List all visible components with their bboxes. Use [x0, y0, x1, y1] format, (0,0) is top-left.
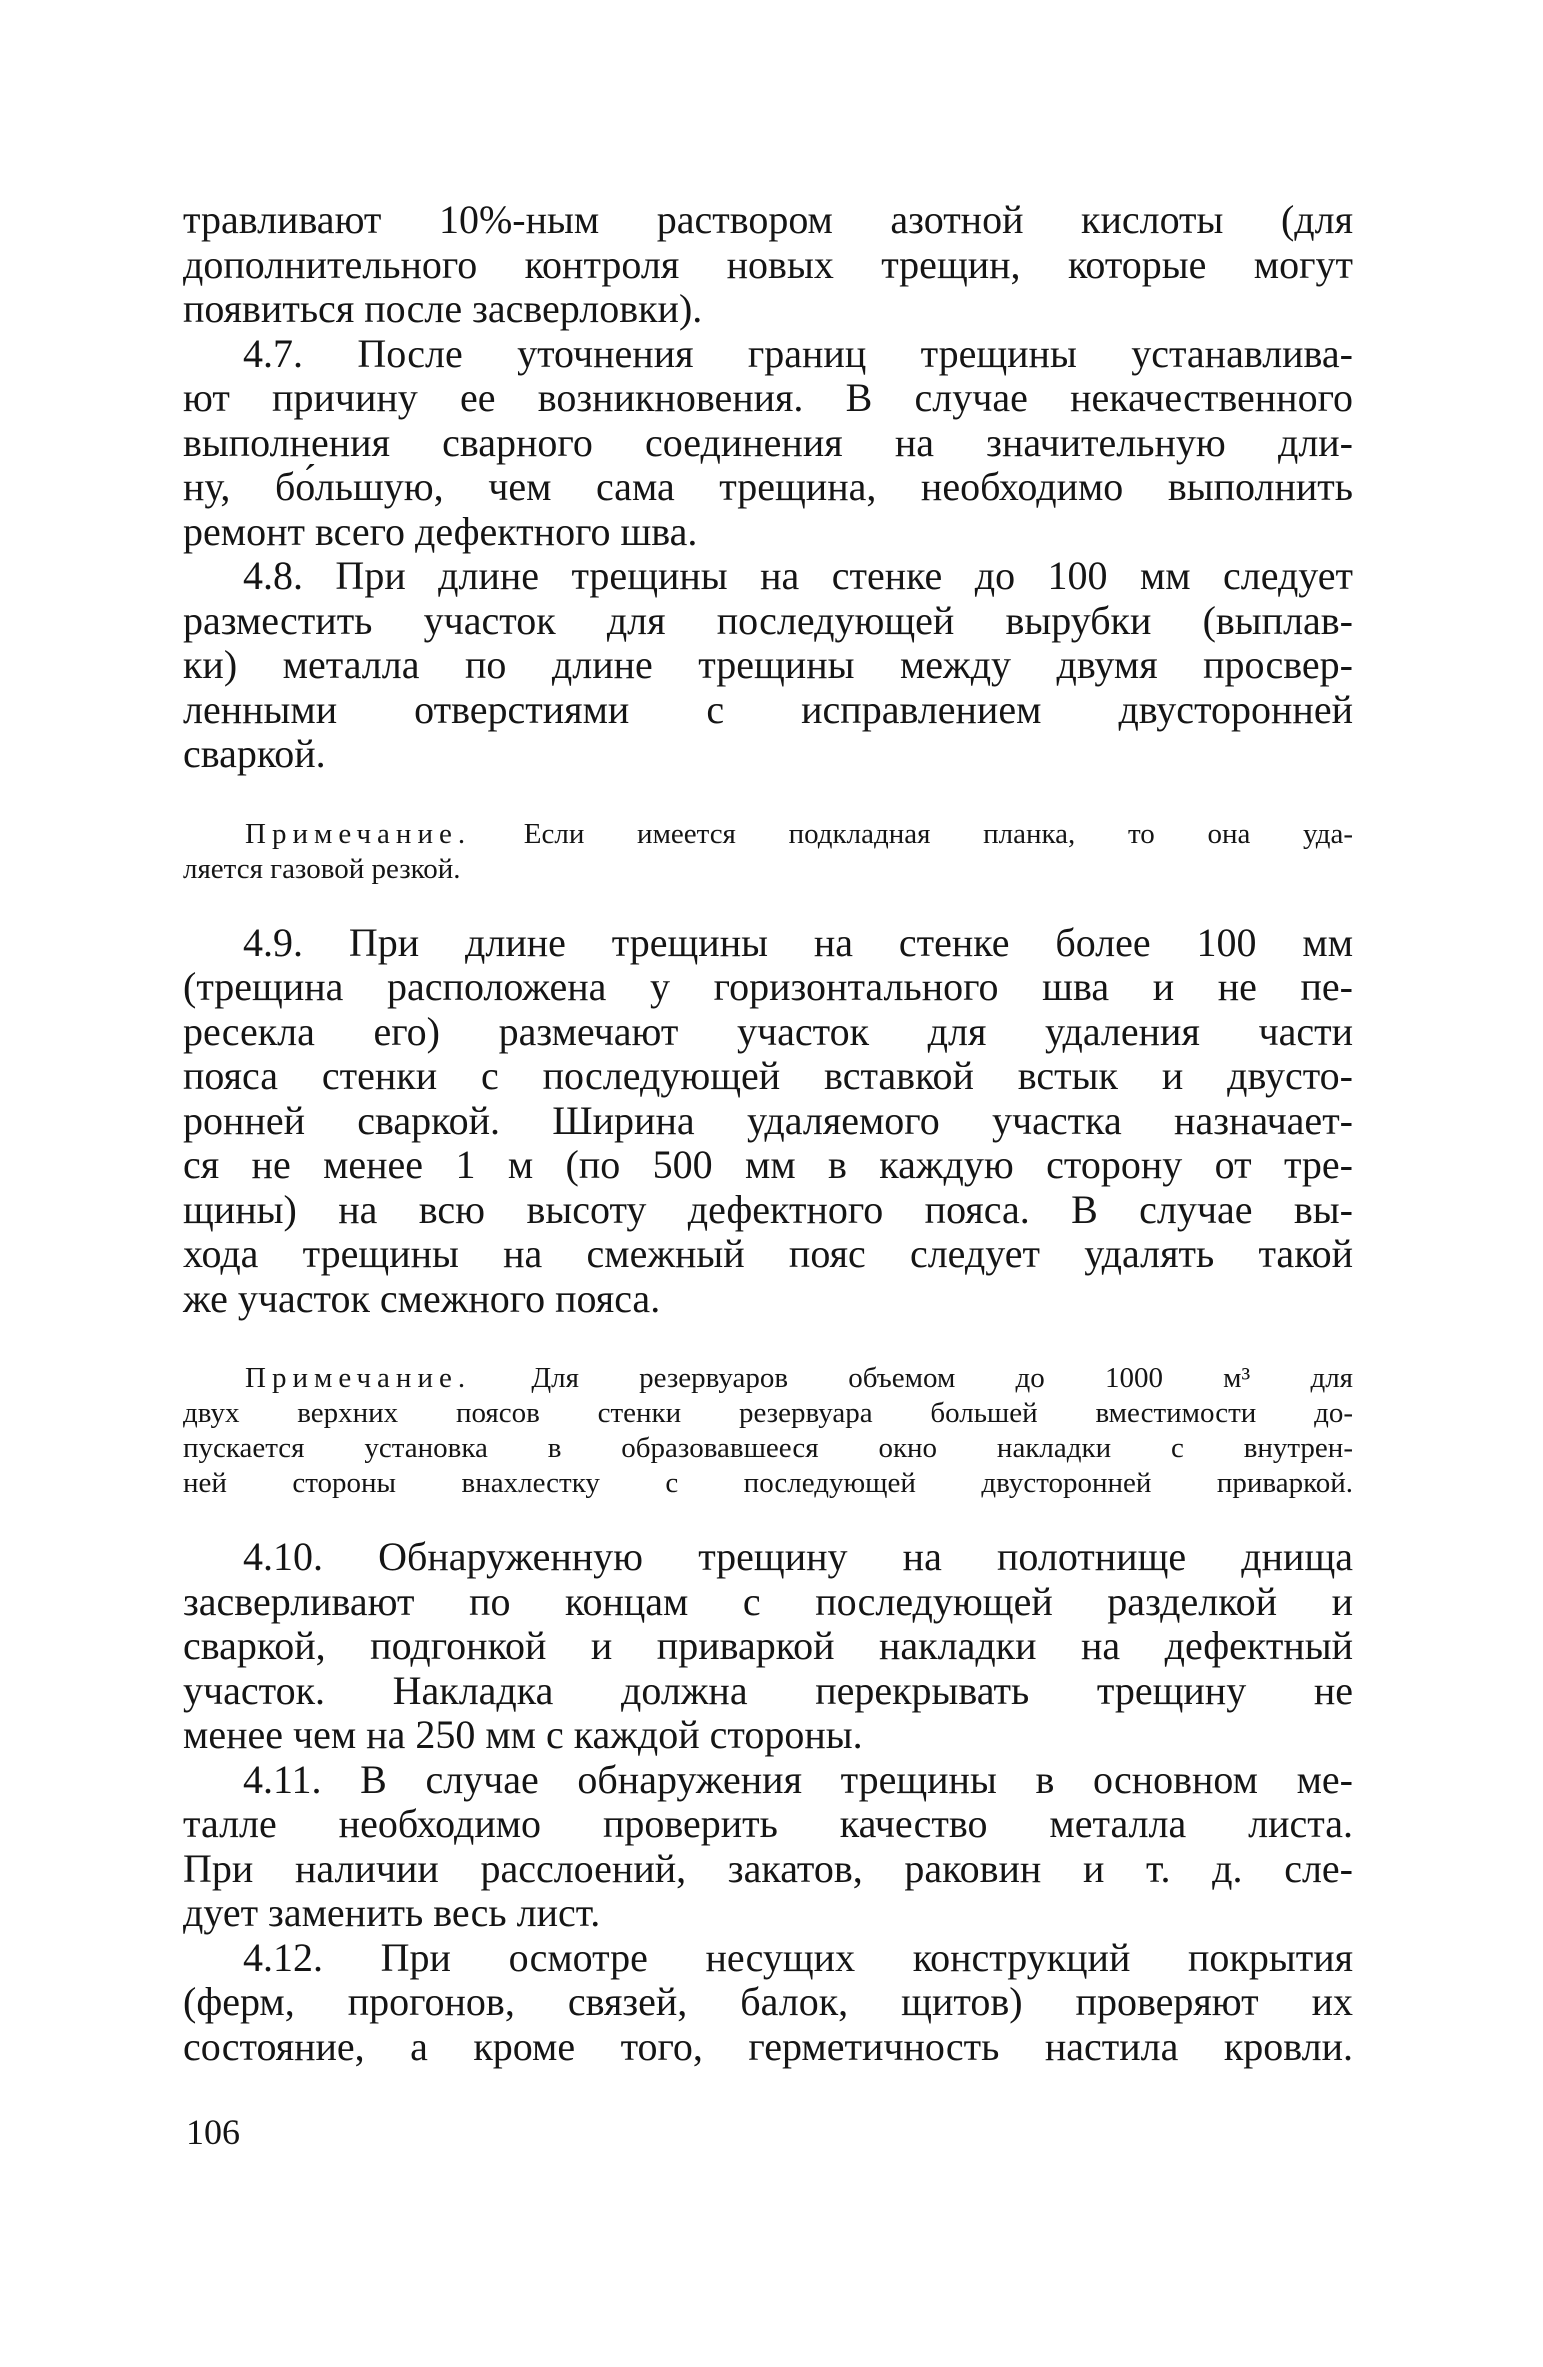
- paragraph-4-9: [183, 921, 1353, 1322]
- note-label: Примечание.: [245, 1362, 472, 1394]
- note-label: Примечание.: [245, 817, 472, 850]
- text-line: 4.11. В случае обнаружения трещины в основном ме-: [243, 1756, 1353, 1802]
- note-text: Для резервуаров объемом до 1000 м³ для: [531, 1362, 1354, 1394]
- text-line: выполнения сварного соединения на значительную дли-: [183, 419, 1353, 465]
- text-line: засверливают по концам с последующей разделкой и: [183, 1578, 1353, 1624]
- note-2: [183, 1361, 1353, 1501]
- text-line: При наличии расслоений, закатов, раковин и т. д. сле-: [183, 1845, 1353, 1891]
- note-line: двух верхних поясов стенки резервуара большей вместимости до-: [183, 1397, 1353, 1429]
- text-line: щины) на всю высоту дефектного пояса. В случае вы-: [183, 1186, 1353, 1232]
- text-line: ки) металла по длине трещины между двумя просвер-: [183, 642, 1353, 687]
- text-line: ленными отверстиями с исправлением двусторонней: [183, 686, 1353, 732]
- text-line: 4.12. При осмотре несущих конструкций покрытия: [243, 1934, 1353, 1980]
- text-line: ют причину ее возникновения. В случае некачественного: [183, 375, 1353, 420]
- text-line: травливают 10%-ным раствором азотной кислоты (для: [183, 197, 1353, 242]
- text-line: состояние, а кроме того, герметичность настила кровли.: [183, 2023, 1353, 2069]
- note-text: Если имеется подкладная планка, то она уда-: [523, 817, 1353, 850]
- paragraph-intro: [183, 198, 1353, 332]
- text-line: разместить участок для последующей вырубки (выплав-: [183, 597, 1353, 643]
- text-line: менее чем на 250 мм с каждой стороны.: [183, 1712, 863, 1757]
- text-line: ся не менее 1 м (по 500 мм в каждую сторону от тре-: [183, 1142, 1353, 1187]
- paragraph-4-8: [183, 554, 1353, 777]
- paragraph-4-7: [183, 332, 1353, 555]
- text-line: дует заменить весь лист.: [183, 1890, 601, 1935]
- text-line: появиться после засверловки).: [183, 286, 703, 331]
- text-line: участок. Накладка должна перекрывать трещину не: [183, 1667, 1353, 1713]
- text-column: [183, 198, 1353, 2069]
- page-number: 106: [186, 2112, 240, 2152]
- note-line: [183, 1361, 1353, 1396]
- text-line: же участок смежного пояса.: [183, 1275, 661, 1321]
- text-line: ресекла его) размечают участок для удаления части: [183, 1008, 1353, 1054]
- text-line: 4.8. При длине трещины на стенке до 100 мм следует: [243, 553, 1353, 598]
- paragraph-4-11: [183, 1758, 1353, 1936]
- note-line: ляется газовой резкой.: [183, 852, 461, 885]
- text-line: (ферм, прогонов, связей, балок, щитов) проверяют их: [183, 1979, 1353, 2024]
- text-line: талле необходимо проверить качество металла листа.: [183, 1801, 1353, 1846]
- note-line: [183, 817, 1353, 852]
- note-line: ней стороны внахлестку с последующей двусторонней приваркой.: [183, 1467, 1353, 1499]
- paragraph-4-10: [183, 1535, 1353, 1758]
- text-line: сваркой, подгонкой и приваркой накладки на дефектный: [183, 1623, 1353, 1668]
- text-line: ремонт всего дефектного шва.: [183, 508, 698, 554]
- text-line: пояса стенки с последующей вставкой встык и двусто-: [183, 1053, 1353, 1098]
- note-line: пускается установка в образовавшееся окно накладки с внутрен-: [183, 1432, 1353, 1464]
- text-line: сваркой.: [183, 731, 326, 776]
- text-line: 4.7. После уточнения границ трещины устанавлива-: [243, 330, 1353, 376]
- text-line: дополнительного контроля новых трещин, которые могут: [183, 241, 1353, 287]
- text-line: ну, бо́льшую, чем сама трещина, необходимо выполнить: [183, 464, 1353, 509]
- text-line: ронней сваркой. Ширина удаляемого участка назначает-: [183, 1097, 1353, 1143]
- text-line: хода трещины на смежный пояс следует удалять такой: [183, 1231, 1353, 1276]
- text-line: (трещина расположена у горизонтального шва и не пе-: [183, 964, 1353, 1009]
- text-line: 4.10. Обнаруженную трещину на полотнище днища: [243, 1534, 1353, 1579]
- note-1: [183, 817, 1353, 887]
- text-line: 4.9. При длине трещины на стенке более 100 мм: [243, 919, 1353, 965]
- paragraph-4-12: [183, 1936, 1353, 2070]
